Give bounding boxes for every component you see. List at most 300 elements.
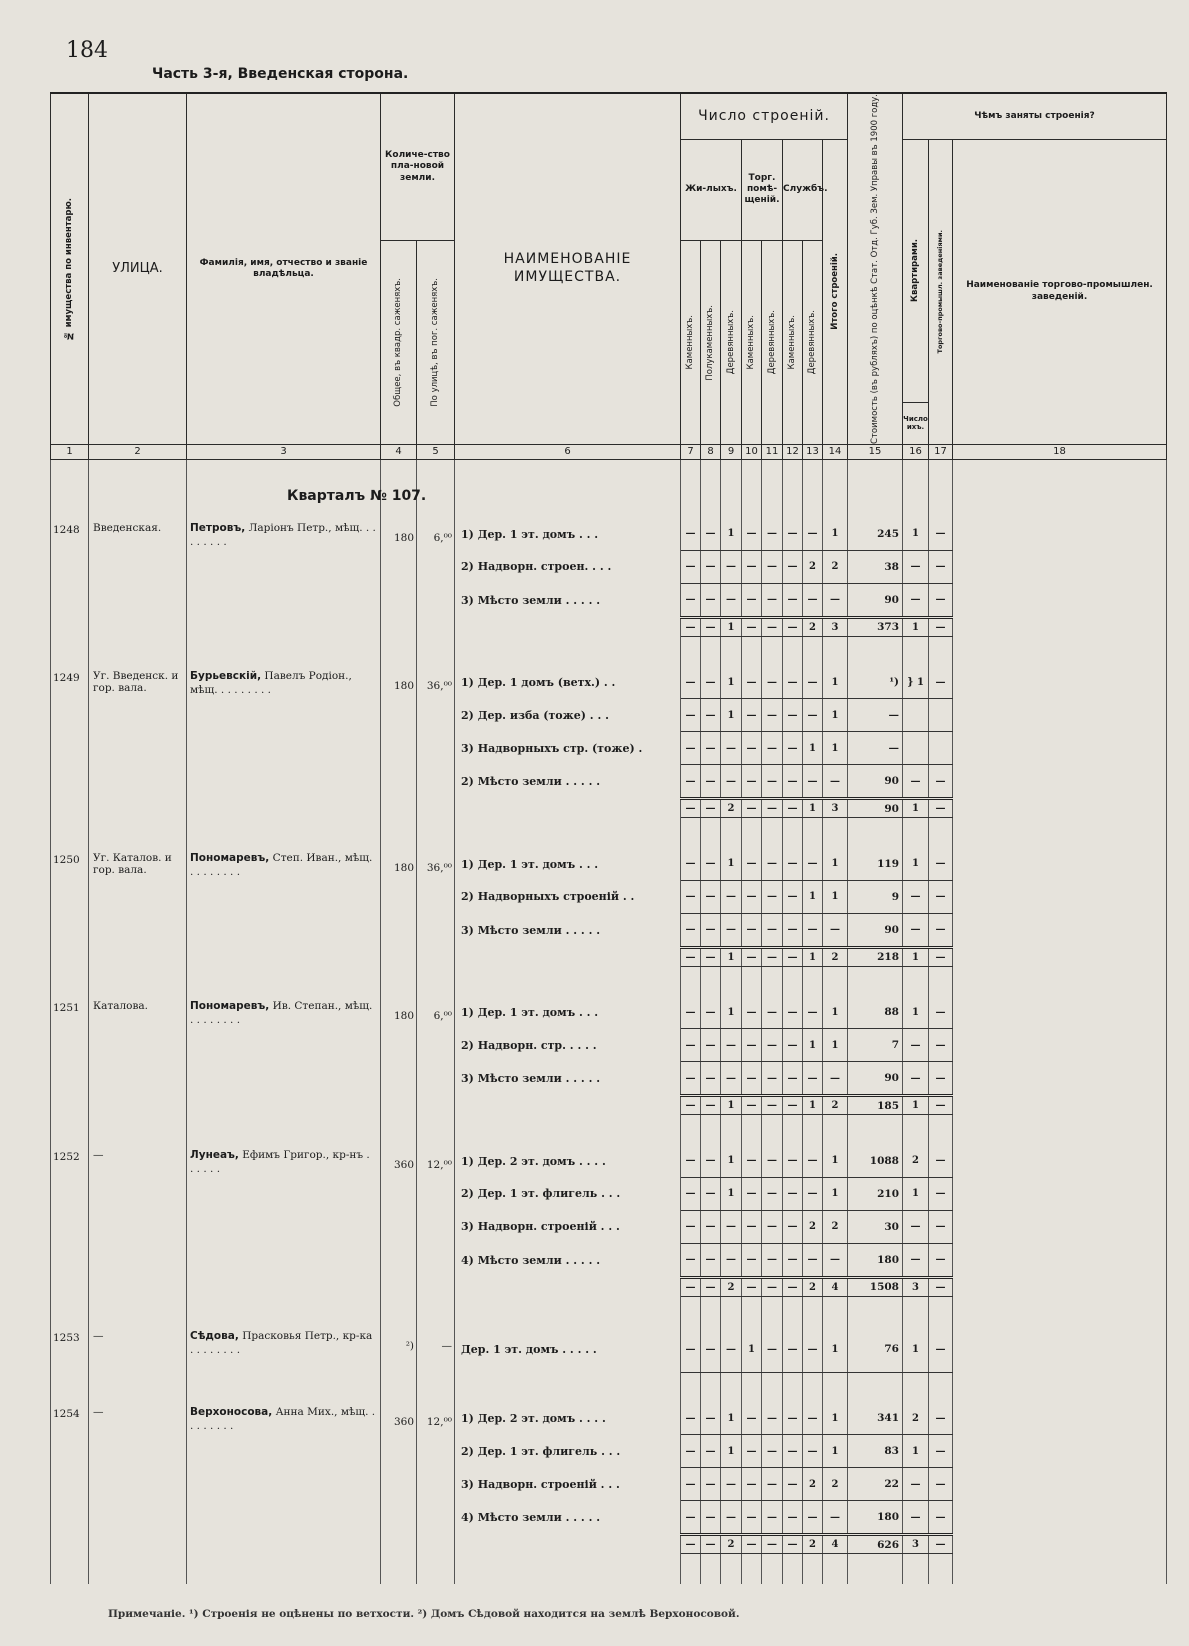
table-row	[51, 666, 1167, 699]
property-name: 3) Надворныхъ стр. (тоже) .	[455, 732, 681, 765]
trade-count: —	[929, 913, 953, 947]
land-area: 180	[381, 996, 417, 1115]
building-count: —	[762, 666, 783, 699]
property-name: 2) Надворн. стр. . . . .	[455, 1029, 681, 1062]
total-building-count: —	[681, 617, 701, 636]
building-count: —	[783, 996, 803, 1029]
building-count: —	[681, 1402, 701, 1435]
building-count: —	[783, 1145, 803, 1178]
total-building-count: 2	[803, 1277, 823, 1296]
total-building-count: 4	[823, 1277, 848, 1296]
building-count: —	[701, 1402, 721, 1435]
building-count: —	[701, 732, 721, 765]
building-count: —	[742, 1029, 762, 1062]
establishment-name	[953, 880, 1167, 913]
entry-owner	[187, 518, 381, 637]
header-occupied: Чѣмъ заняты строенія?	[903, 93, 1167, 139]
total-cost: 90	[848, 799, 903, 818]
building-count: 1	[742, 1326, 762, 1372]
page-number: 184	[66, 38, 108, 63]
building-count: —	[721, 1029, 742, 1062]
building-count: —	[742, 996, 762, 1029]
cell-empty	[953, 1296, 1167, 1326]
building-count: 2	[823, 550, 848, 583]
cell-empty	[903, 1372, 929, 1402]
apartments-count: —	[903, 1029, 929, 1062]
cell-empty	[455, 636, 681, 666]
building-count: —	[762, 848, 783, 881]
land-area: 360	[381, 1402, 417, 1554]
cell-empty	[455, 966, 681, 996]
establishment-name	[953, 732, 1167, 765]
cell-empty	[953, 1115, 1167, 1145]
trade-count: —	[929, 518, 953, 551]
building-count: —	[742, 1177, 762, 1210]
building-count: —	[762, 1177, 783, 1210]
column-number: 17	[929, 444, 953, 459]
header-col7: Каменныхъ.	[681, 241, 701, 445]
column-number: 7	[681, 444, 701, 459]
trade-count: —	[929, 1501, 953, 1535]
cell-empty	[762, 966, 783, 996]
total-building-count: 4	[823, 1535, 848, 1554]
column-number: 16	[903, 444, 929, 459]
owner-surname: Лунеаъ,	[190, 1148, 239, 1161]
building-count: —	[701, 666, 721, 699]
building-count: —	[742, 666, 762, 699]
establishment-name	[953, 799, 1167, 818]
property-cost: 180	[848, 1501, 903, 1535]
owner-surname: Бурьевскій,	[190, 670, 262, 683]
building-count: —	[721, 1468, 742, 1501]
cell-empty	[783, 818, 803, 848]
property-name: 3) Мѣсто земли . . . . .	[455, 913, 681, 947]
establishment-name	[953, 1029, 1167, 1062]
entry-number: 1250	[51, 848, 89, 967]
building-count: —	[721, 583, 742, 617]
cell-empty	[455, 799, 681, 818]
cell-empty	[381, 1296, 417, 1326]
total-building-count: —	[742, 799, 762, 818]
building-count: —	[783, 1210, 803, 1243]
cell-empty	[721, 636, 742, 666]
land-area: 360	[381, 1145, 417, 1297]
cell-empty	[721, 1554, 742, 1584]
cell-empty	[823, 1372, 848, 1402]
header-living: Жи-лыхъ.	[681, 139, 742, 241]
cell-empty	[903, 966, 929, 996]
cell-empty	[417, 636, 455, 666]
establishment-name	[953, 1435, 1167, 1468]
total-building-count: —	[783, 617, 803, 636]
building-count: —	[742, 913, 762, 947]
building-count: —	[783, 518, 803, 551]
trade-count: —	[929, 1145, 953, 1178]
entry-owner	[187, 1145, 381, 1297]
building-count: —	[681, 913, 701, 947]
cell-empty	[803, 818, 823, 848]
trade-count	[929, 699, 953, 732]
building-count: 1	[721, 1402, 742, 1435]
building-count: —	[783, 880, 803, 913]
apartments-count: 1	[903, 518, 929, 551]
total-cost: 373	[848, 617, 903, 636]
total-building-count: 3	[823, 617, 848, 636]
establishment-name	[953, 1277, 1167, 1296]
building-count: —	[783, 913, 803, 947]
building-count: —	[803, 666, 823, 699]
total-building-count: 1	[803, 1096, 823, 1115]
cell-empty	[681, 636, 701, 666]
header-col8: Полукаменныхъ.	[701, 241, 721, 445]
establishment-name	[953, 1535, 1167, 1554]
building-count: —	[742, 848, 762, 881]
establishment-name	[953, 947, 1167, 966]
building-count: —	[803, 1062, 823, 1096]
total-building-count: 1	[803, 947, 823, 966]
property-cost: 7	[848, 1029, 903, 1062]
building-count: 1	[823, 1029, 848, 1062]
entry-owner	[187, 1326, 381, 1372]
apartments-count: 2	[903, 1145, 929, 1178]
cell-empty	[721, 1296, 742, 1326]
cell-empty	[783, 636, 803, 666]
property-name: 2) Надворныхъ строеній . .	[455, 880, 681, 913]
header-property: НАИМЕНОВАНІЕ ИМУЩЕСТВА.	[455, 93, 681, 444]
trade-count: —	[929, 1468, 953, 1501]
property-cost: 83	[848, 1435, 903, 1468]
header-apartments-count: Число ихъ.	[903, 402, 929, 444]
building-count: —	[701, 518, 721, 551]
cell-empty	[903, 818, 929, 848]
column-number: 10	[742, 444, 762, 459]
column-number: 13	[803, 444, 823, 459]
table-row	[51, 1326, 1167, 1372]
building-count: 1	[823, 880, 848, 913]
property-cost: 76	[848, 1326, 903, 1372]
establishment-name	[953, 765, 1167, 799]
building-count: —	[681, 1243, 701, 1277]
total-building-count: 1	[721, 617, 742, 636]
total-building-count: —	[701, 1535, 721, 1554]
cell-empty	[848, 966, 903, 996]
establishment-name	[953, 1243, 1167, 1277]
apartments-count: } 1	[903, 666, 929, 699]
column-number: 4	[381, 444, 417, 459]
establishment-name	[953, 1210, 1167, 1243]
building-count: —	[721, 880, 742, 913]
column-number: 8	[701, 444, 721, 459]
cell-empty	[187, 1296, 381, 1326]
establishment-name	[953, 996, 1167, 1029]
cell-empty	[953, 1372, 1167, 1402]
cell-empty	[953, 459, 1167, 518]
building-count: 1	[823, 1177, 848, 1210]
property-name: 3) Надворн. строеній . . .	[455, 1210, 681, 1243]
cell-empty	[903, 1296, 929, 1326]
cell-empty	[823, 1296, 848, 1326]
building-count: —	[762, 1468, 783, 1501]
building-count: —	[783, 1468, 803, 1501]
header-est-names: Наименованіе торгово-промышлен. заведеній.	[953, 139, 1167, 444]
property-name: 1) Дер. 2 эт. домъ . . . .	[455, 1145, 681, 1178]
building-count: —	[783, 550, 803, 583]
cell-empty	[903, 636, 929, 666]
property-name: 2) Мѣсто земли . . . . .	[455, 765, 681, 799]
establishment-name	[953, 617, 1167, 636]
property-cost: 90	[848, 765, 903, 799]
establishment-name	[953, 550, 1167, 583]
entry-number: 1248	[51, 518, 89, 637]
apartments-count: 1	[903, 1435, 929, 1468]
street-frontage: 6,⁰⁰	[417, 518, 455, 637]
property-cost: 38	[848, 550, 903, 583]
total-building-count: —	[701, 947, 721, 966]
building-count: —	[823, 913, 848, 947]
header-cost: Стоимость (въ рубляхъ) по оцѣнкѣ Стат. Отд. Губ. Зем. Управы въ 1900 году.	[848, 93, 903, 444]
apartments-count: —	[903, 765, 929, 799]
building-count: 2	[823, 1210, 848, 1243]
cell-empty	[455, 1372, 681, 1402]
table-body	[51, 459, 1167, 1584]
total-trade: —	[929, 799, 953, 818]
trade-count: —	[929, 1177, 953, 1210]
building-count: 2	[803, 1468, 823, 1501]
building-count: —	[823, 1243, 848, 1277]
building-count: —	[762, 1435, 783, 1468]
building-count: —	[742, 1062, 762, 1096]
apartments-count: —	[903, 1243, 929, 1277]
building-count: —	[783, 1402, 803, 1435]
building-count: —	[762, 1402, 783, 1435]
apartments-count: —	[903, 880, 929, 913]
apartments-count: —	[903, 550, 929, 583]
cell-empty	[742, 459, 762, 518]
cell-empty	[762, 636, 783, 666]
entry-owner	[187, 848, 381, 967]
entry-number: 1252	[51, 1145, 89, 1297]
building-count: —	[823, 1062, 848, 1096]
building-count: —	[701, 765, 721, 799]
building-count: —	[721, 913, 742, 947]
building-count: —	[701, 1468, 721, 1501]
building-count: —	[762, 1029, 783, 1062]
apartments-count: 1	[903, 1177, 929, 1210]
cell-empty	[783, 1115, 803, 1145]
trade-count: —	[929, 1210, 953, 1243]
building-count: —	[762, 550, 783, 583]
building-count: —	[742, 1243, 762, 1277]
property-cost: 9	[848, 880, 903, 913]
total-building-count: 2	[823, 1096, 848, 1115]
cell-empty	[742, 1554, 762, 1584]
trade-count	[929, 732, 953, 765]
header-area-street: По улицѣ, въ пог. саженяхъ.	[417, 241, 455, 445]
building-count: —	[721, 1501, 742, 1535]
header-service: Службъ.	[783, 139, 823, 241]
building-count: —	[701, 996, 721, 1029]
building-count: —	[721, 1243, 742, 1277]
spacer-row	[51, 966, 1167, 996]
owner-details: Анна Мих., мѣщ. . . . . . . . .	[190, 1406, 376, 1433]
building-count: —	[721, 1210, 742, 1243]
trade-count: —	[929, 1326, 953, 1372]
building-count: —	[681, 1145, 701, 1178]
building-count: 1	[823, 732, 848, 765]
building-count: —	[701, 1326, 721, 1372]
property-cost: 180	[848, 1243, 903, 1277]
building-count: —	[681, 996, 701, 1029]
building-count: —	[762, 1501, 783, 1535]
total-cost: 1508	[848, 1277, 903, 1296]
cell-empty	[51, 459, 89, 518]
cell-empty	[381, 1554, 417, 1584]
cell-empty	[187, 1372, 381, 1402]
total-trade: —	[929, 1096, 953, 1115]
street-frontage: —	[417, 1326, 455, 1372]
cell-empty	[381, 1372, 417, 1402]
total-trade: —	[929, 947, 953, 966]
table-header	[51, 93, 1167, 459]
building-count: 1	[823, 699, 848, 732]
cell-empty	[803, 459, 823, 518]
apartments-count: —	[903, 583, 929, 617]
building-count: 1	[721, 996, 742, 1029]
building-count: 1	[823, 848, 848, 881]
header-col12: Каменныхъ.	[783, 241, 803, 445]
cell-empty	[848, 1554, 903, 1584]
cell-empty	[803, 636, 823, 666]
cell-empty	[803, 966, 823, 996]
property-name: 1) Дер. 1 эт. домъ . . .	[455, 518, 681, 551]
building-count: —	[721, 765, 742, 799]
building-count: —	[783, 1326, 803, 1372]
cell-empty	[455, 947, 681, 966]
building-count: —	[803, 1402, 823, 1435]
cell-empty	[417, 1372, 455, 1402]
entry-number: 1253	[51, 1326, 89, 1372]
building-count: —	[823, 583, 848, 617]
total-building-count: —	[681, 947, 701, 966]
cell-empty	[681, 1554, 701, 1584]
building-count: —	[803, 765, 823, 799]
building-count: —	[803, 1145, 823, 1178]
building-count: —	[783, 666, 803, 699]
owner-details: Павелъ Родіон., мѣщ. . . . . . . . .	[190, 670, 352, 697]
building-count: —	[701, 848, 721, 881]
spacer-row	[51, 1372, 1167, 1402]
building-count: 2	[803, 550, 823, 583]
building-count: —	[803, 583, 823, 617]
owner-details: Ив. Степан., мѣщ. . . . . . . . .	[190, 1000, 373, 1027]
owner-details: Ларіонъ Петр., мѣщ. . . . . . . . .	[190, 521, 376, 548]
entry-street: —	[89, 1402, 187, 1554]
cell-empty	[381, 966, 417, 996]
cell-empty	[681, 1372, 701, 1402]
total-building-count: 3	[823, 799, 848, 818]
building-count: —	[803, 1326, 823, 1372]
total-building-count: 2	[721, 1277, 742, 1296]
cell-empty	[903, 459, 929, 518]
property-name: 2) Дер. 1 эт. флигель . . .	[455, 1177, 681, 1210]
table-row	[51, 1145, 1167, 1178]
cell-empty	[51, 1372, 89, 1402]
building-count: 1	[803, 732, 823, 765]
trade-count: —	[929, 666, 953, 699]
building-count: —	[762, 913, 783, 947]
property-cost: 90	[848, 1062, 903, 1096]
total-building-count: —	[762, 799, 783, 818]
cell-empty	[89, 1372, 187, 1402]
building-count: —	[823, 1501, 848, 1535]
cell-empty	[51, 1296, 89, 1326]
owner-details: Прасковья Петр., кр-ка . . . . . . . .	[190, 1330, 373, 1357]
column-number: 3	[187, 444, 381, 459]
street-frontage: 6,⁰⁰	[417, 996, 455, 1115]
cell-empty	[701, 1115, 721, 1145]
cell-empty	[953, 636, 1167, 666]
apartments-count: —	[903, 913, 929, 947]
land-area: 180	[381, 666, 417, 818]
cell-empty	[742, 1115, 762, 1145]
property-name: 4) Мѣсто земли . . . . .	[455, 1501, 681, 1535]
total-building-count: —	[762, 1277, 783, 1296]
footnote: Примечаніе. ¹) Строенія не оцѣнены по ветхости. ²) Домъ Сѣдовой находится на землѣ Верхоносовой.	[108, 1608, 740, 1620]
cell-empty	[89, 636, 187, 666]
cell-empty	[721, 818, 742, 848]
building-count: —	[803, 518, 823, 551]
building-count: —	[783, 1243, 803, 1277]
total-building-count: —	[681, 1096, 701, 1115]
building-count: —	[681, 880, 701, 913]
total-building-count: —	[742, 1096, 762, 1115]
cell-empty	[823, 1115, 848, 1145]
building-count: —	[681, 1062, 701, 1096]
property-name: 1) Дер. 1 эт. домъ . . .	[455, 848, 681, 881]
cell-empty	[187, 1554, 381, 1584]
total-building-count: —	[783, 1535, 803, 1554]
cell-empty	[721, 1372, 742, 1402]
cell-empty	[848, 459, 903, 518]
property-cost: 1088	[848, 1145, 903, 1178]
total-building-count: —	[701, 799, 721, 818]
establishment-name	[953, 848, 1167, 881]
cell-empty	[929, 1115, 953, 1145]
establishment-name	[953, 913, 1167, 947]
building-count: —	[783, 1062, 803, 1096]
apartments-count	[903, 699, 929, 732]
building-count: —	[721, 550, 742, 583]
cell-empty	[681, 818, 701, 848]
property-cost: ¹)	[848, 666, 903, 699]
entry-owner	[187, 666, 381, 818]
trade-count: —	[929, 1062, 953, 1096]
cell-empty	[803, 1115, 823, 1145]
header-buildings: Число строеній.	[681, 93, 848, 139]
cell-empty	[848, 1296, 903, 1326]
apartments-count: —	[903, 1210, 929, 1243]
owner-surname: Пономаревъ,	[190, 851, 270, 864]
owner-details: Ефимъ Григор., кр-нъ . . . . . .	[190, 1148, 370, 1175]
cell-empty	[803, 1372, 823, 1402]
building-count: 1	[721, 848, 742, 881]
property-name: 2) Дер. 1 эт. флигель . . .	[455, 1435, 681, 1468]
cell-empty	[848, 1115, 903, 1145]
trade-count: —	[929, 1435, 953, 1468]
building-count: —	[681, 765, 701, 799]
total-building-count: 2	[803, 617, 823, 636]
property-cost: 245	[848, 518, 903, 551]
